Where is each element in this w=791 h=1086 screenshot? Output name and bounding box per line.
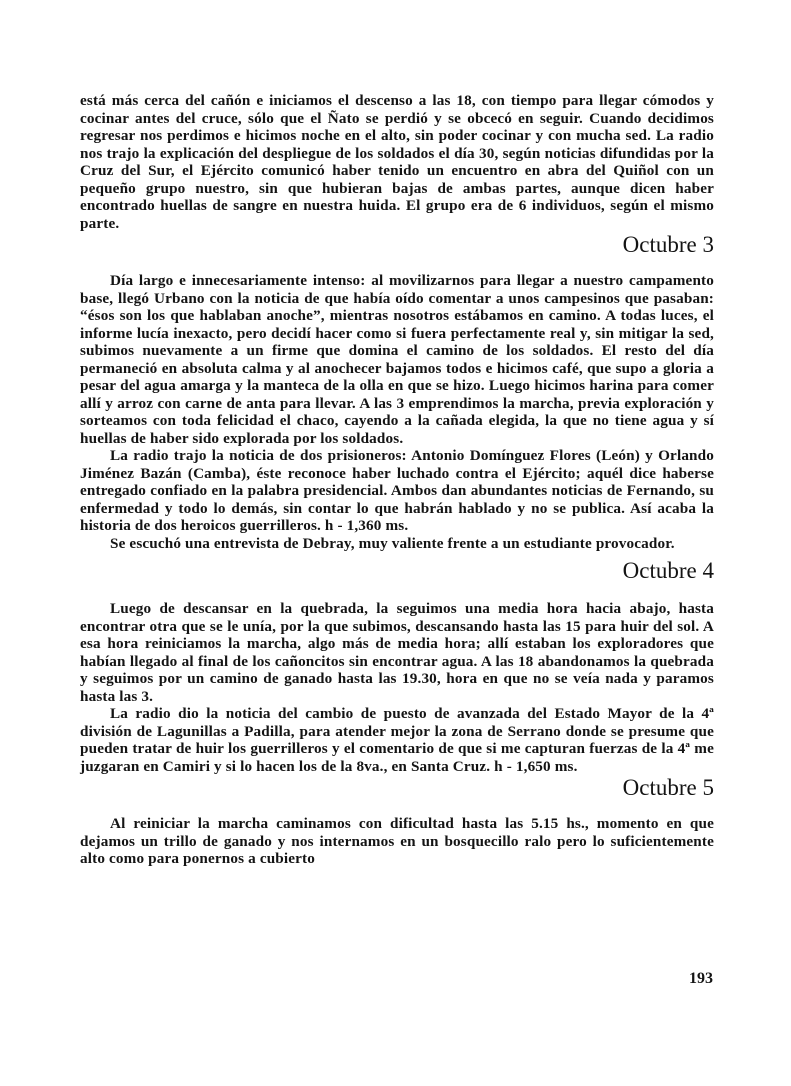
paragraph: La radio trajo la noticia de dos prisioneros: Antonio Domínguez Flores (León) y Orlando Jiménez Bazán (Camba), éste reconoce haber luchado contra el Ejército; aquél dice haberse entregado confiado en la palabra presidencial. Ambos dan abundantes noticias de Fernando, su enfermedad y todo lo demás, sin contar lo que habrán hablado y no se publica. Así acaba la historia de dos heroicos guerrilleros. h - 1,360 ms.: [80, 447, 714, 534]
entry-heading-octubre-5: Octubre 5: [622, 775, 714, 800]
page-number: 193: [689, 970, 713, 987]
paragraph-continued: está más cerca del cañón e iniciamos el descenso a las 18, con tiempo para llegar cómodos y cocinar antes del cruce, sólo que el Ñato se perdió y se obcecó en seguir. Cuando decidimos regresar nos perdimos e hicimos noche en el alto, sin poder cocinar y con mucha sed. La radio nos trajo la explicación del despliegue de los soldados el día 30, según noticias difundidas por la Cruz del Sur, el Ejército comunicó haber tenido un encuentro en abra del Quiñol con un pequeño grupo nuestro, sin que hubieran bajas de ambas partes, aunque dicen haber encontrado huellas de sangre en nuestra huida. El grupo era de 6 individuos, según el mismo parte.: [80, 92, 714, 232]
book-page: [80, 92, 714, 1052]
paragraph: Día largo e innecesariamente intenso: al movilizarnos para llegar a nuestro campamento base, llegó Urbano con la noticia de que había oído comentar a unos campesinos que pasaban: “ésos son los que hablaban anoche”, mientras nosotros estábamos en camino. A todas luces, el informe lucía inexacto, pero decidí hacer como si fuera perfectamente real y, sin mitigar la sed, subimos nuevamente a un firme que domina el camino de los soldados. El resto del día permaneció en absoluta calma y al anochecer bajamos todos e hicimos café, que supo a gloria a pesar del agua amarga y la manteca de la olla en que se hizo. Luego hicimos harina para comer allí y arroz con carne de anta para llevar. A las 3 emprendimos la marcha, previa exploración y sorteamos con toda felicidad el chaco, cayendo a la cañada elegida, la que no tiene agua y sí huellas de haber sido explorada por los soldados.: [80, 272, 714, 447]
entry-heading-octubre-3: Octubre 3: [622, 232, 714, 257]
paragraph: Al reiniciar la marcha caminamos con dificultad hasta las 5.15 hs., momento en que dejamos un trillo de ganado y nos internamos en un bosquecillo ralo pero lo suficientemente alto como para ponernos a cubierto: [80, 815, 714, 867]
paragraph: Se escuchó una entrevista de Debray, muy valiente frente a un estudiante provocador.: [110, 534, 675, 552]
entry-heading-octubre-4: Octubre 4: [622, 558, 714, 583]
paragraph: La radio dio la noticia del cambio de puesto de avanzada del Estado Mayor de la 4ª división de Lagunillas a Padilla, para atender mejor la zona de Serrano donde se presume que pueden tratar de huir los guerrilleros y el comentario de que si me capturan fuerzas de la 4ª me juzgaran en Camiri y si lo hacen los de la 8va., en Santa Cruz. h - 1,650 ms.: [80, 705, 714, 775]
paragraph: Luego de descansar en la quebrada, la seguimos una media hora hacia abajo, hasta encontrar otra que se le unía, por la que subimos, descansando hasta las 15 para huir del sol. A esa hora reiniciamos la marcha, algo más de media hora; allí estaban los exploradores que habían llegado al final de los cañoncitos sin encontrar agua. A las 18 abandonamos la quebrada y seguimos por un camino de ganado hasta las 19.30, hora en que no se veía nada y paramos hasta las 3.: [80, 600, 714, 705]
